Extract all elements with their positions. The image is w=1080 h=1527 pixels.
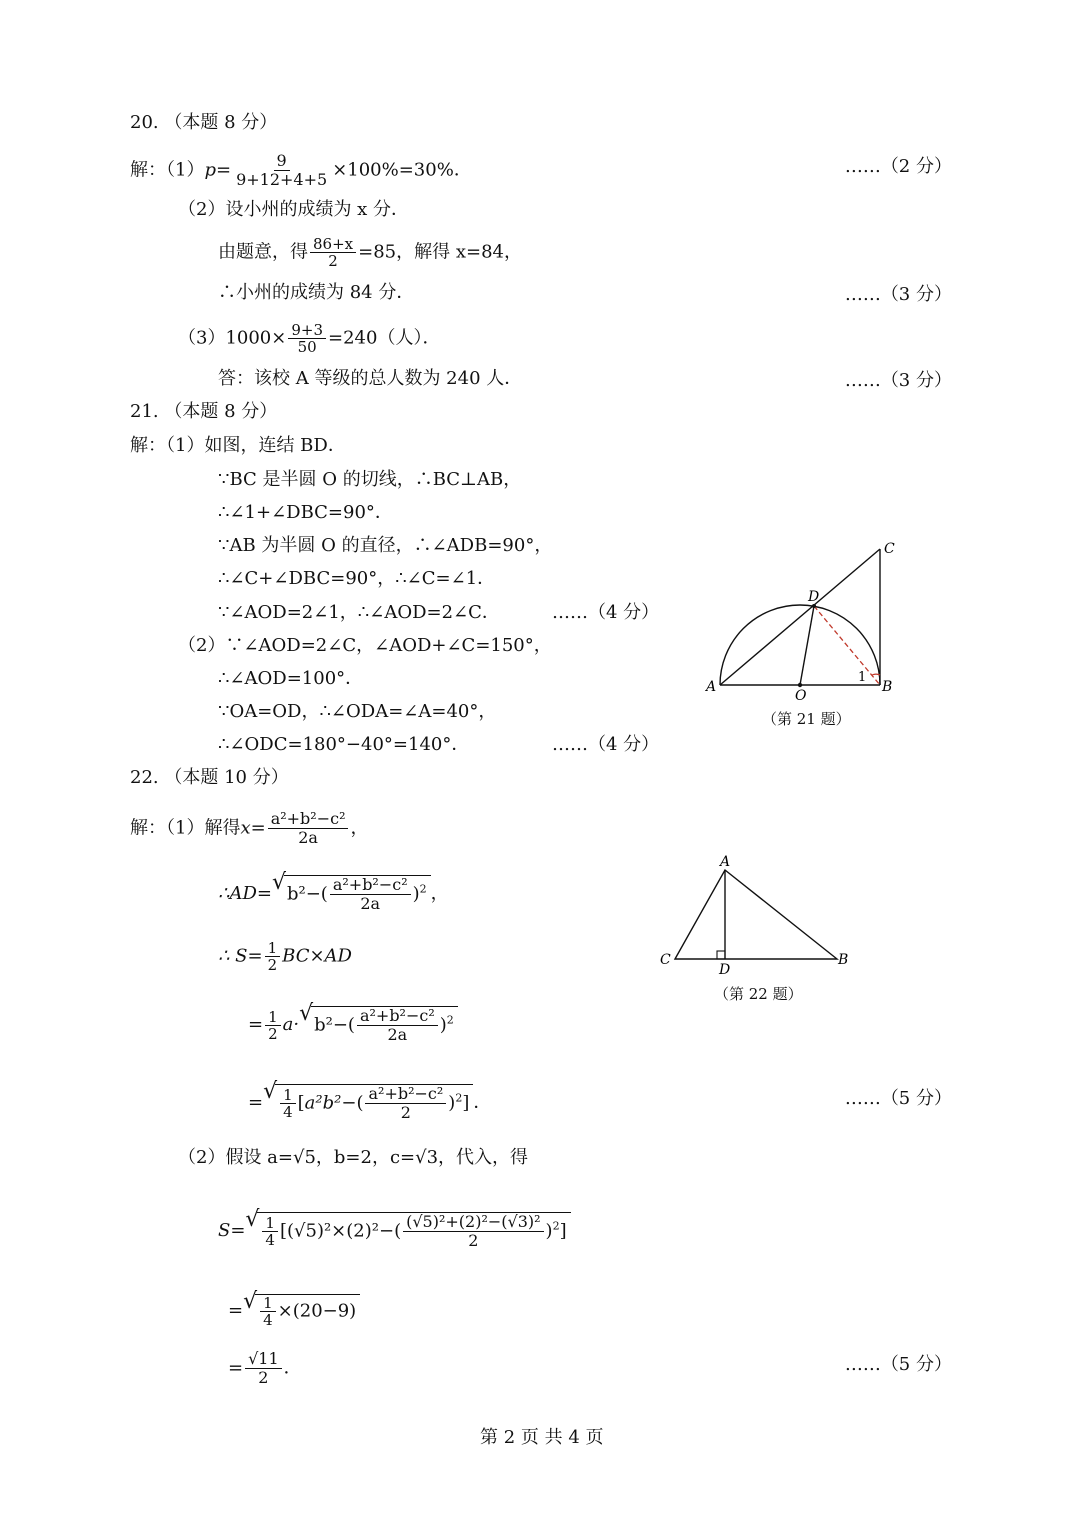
sqrt-radical: √ b²−( $\frac{\text{a²+b²−c²}}{2a}$ )$^2$ bbox=[311, 1006, 458, 1044]
fraction-numerator: 1 bbox=[265, 940, 281, 957]
fraction-denominator: 2 bbox=[468, 1231, 479, 1250]
q22-ad-lhs: ∴AD= bbox=[218, 883, 272, 904]
q20-p-fraction bbox=[233, 152, 330, 189]
triangle-abc bbox=[675, 870, 837, 959]
q20-part2-text-b: =85，解得 x=84， bbox=[358, 241, 522, 263]
q22-comma: ， bbox=[430, 883, 449, 904]
fraction-denominator: 2 bbox=[258, 1368, 269, 1387]
q20-part3-points: ……（3 分） bbox=[844, 370, 952, 391]
fraction-denominator: 9+12+4+5 bbox=[236, 170, 328, 189]
q20-part3 bbox=[178, 322, 440, 355]
angle-1-arc bbox=[872, 674, 880, 675]
q22-part2-points: ……（5 分） bbox=[844, 1354, 952, 1375]
q22-area-step1 bbox=[248, 1006, 458, 1044]
q22-s-rhs: BC×AD bbox=[282, 945, 352, 967]
q22-x-fraction bbox=[268, 810, 349, 847]
sqrt-radical: √ $\frac{1}{4}$ [a²b²−( $\frac{\text{a²+b²−c²}}{2}$ )$^2$] bbox=[275, 1084, 473, 1122]
fraction-numerator: 9+3 bbox=[288, 322, 326, 339]
label-o: O bbox=[795, 688, 807, 704]
q21-line: ∴∠AOD=100°． bbox=[218, 668, 364, 689]
center-point-o bbox=[798, 683, 802, 687]
label-a: A bbox=[706, 679, 717, 695]
fraction-denominator: 50 bbox=[297, 338, 317, 356]
q20-part2-text-a: 由题意，得 bbox=[218, 241, 308, 263]
page-footer: 第 2 页 共 4 页 bbox=[480, 1427, 604, 1448]
label-b: B bbox=[882, 679, 893, 695]
q22-figure bbox=[655, 852, 855, 977]
equals-sign: = bbox=[228, 1357, 244, 1379]
q22-step2-expr: ×(20−9) bbox=[277, 1300, 357, 1322]
label-angle-1: 1 bbox=[858, 670, 867, 685]
fraction-numerator: a²+b²−c² bbox=[268, 810, 349, 829]
q20-p-var: p= bbox=[204, 159, 232, 181]
q22-ad-formula bbox=[218, 875, 449, 913]
equals-sign: = bbox=[248, 1014, 264, 1035]
q21-line: （2）∵∠AOD=2∠C，∠AOD+∠C=150°， bbox=[178, 635, 552, 656]
q21-part2-points: ……（4 分） bbox=[552, 734, 660, 755]
label-d: D bbox=[808, 589, 820, 605]
fraction-numerator: 9 bbox=[274, 152, 290, 171]
q20-part3-fraction bbox=[288, 322, 326, 355]
q22-x-solution bbox=[130, 810, 368, 847]
q21-figure-caption: （第 21 题） bbox=[762, 710, 851, 728]
q20-part2-fraction bbox=[310, 236, 356, 269]
label-c: C bbox=[884, 541, 895, 557]
q20-p-result: ×100%=30%． bbox=[332, 159, 472, 181]
q22-half-fraction bbox=[265, 940, 281, 973]
line-ac bbox=[720, 549, 880, 685]
q22-sub-expr-a: (√5)²×(2)²− bbox=[287, 1220, 395, 1242]
q21-line: ∴∠C+∠DBC=90°，∴∠C=∠1． bbox=[218, 568, 496, 589]
q22-figure-caption: （第 22 题） bbox=[714, 985, 803, 1003]
fraction-numerator: √ 1 bbox=[260, 1295, 276, 1312]
q22-step2-fraction bbox=[365, 1085, 446, 1122]
fraction-numerator: 1 bbox=[265, 1009, 281, 1026]
fraction-numerator: √ 1 bbox=[262, 1215, 278, 1232]
radius-od bbox=[800, 606, 814, 685]
fraction-denominator: 2 bbox=[400, 1103, 411, 1122]
q22-s-final-lhs: S= bbox=[218, 1220, 246, 1241]
q22-quarter-fraction bbox=[260, 1295, 276, 1328]
q22-quarter-fraction bbox=[280, 1087, 296, 1120]
q20-part3-text-a: （3）1000× bbox=[178, 327, 287, 349]
q20-part2-line3: ∴小州的成绩为 84 分． bbox=[218, 282, 415, 303]
q21-line: ∴∠ODC=180°−40°=140°． bbox=[218, 734, 470, 755]
q21-line: 解：（1）如图，连结 BD． bbox=[130, 435, 346, 456]
q21-line: ∵∠AOD=2∠1，∴∠AOD=2∠C． bbox=[218, 602, 500, 623]
fraction-denominator: 2 bbox=[268, 1024, 278, 1043]
q20-part1 bbox=[130, 152, 472, 189]
label-a: A bbox=[720, 854, 731, 870]
q22-ad-fraction bbox=[330, 876, 411, 913]
q22-half-fraction bbox=[265, 1009, 281, 1042]
q20-part1-label: 解：（1） bbox=[130, 159, 205, 181]
q22-a-dot: a· bbox=[282, 1014, 300, 1035]
fraction-numerator: √11 bbox=[245, 1350, 282, 1369]
fraction-numerator: a²+b²−c² bbox=[365, 1085, 446, 1104]
q20-part2-line1: （2）设小州的成绩为 x 分． bbox=[178, 199, 410, 220]
q21-figure bbox=[700, 535, 910, 705]
q20-part2-line2 bbox=[218, 236, 522, 269]
sqrt-radical: √ $\frac{1}{4}$ [(√5)²×(2)²−( $\frac{\text{(√5)²+(2)²−(√3)²}}{2}$ )$^2$] bbox=[257, 1212, 570, 1250]
q21-header: 21. （本题 8 分） bbox=[130, 401, 278, 422]
fraction-denominator: 2a bbox=[387, 1025, 408, 1044]
q22-area-formula bbox=[218, 940, 352, 973]
q20-answer: 答：该校 A 等级的总人数为 240 人． bbox=[218, 368, 523, 389]
q20-part2-points: ……（3 分） bbox=[844, 284, 952, 305]
fraction-denominator: 2 bbox=[267, 956, 278, 974]
q22-a2b2-minus: a²b²− bbox=[304, 1092, 357, 1114]
fraction-numerator: a²+b²−c² bbox=[330, 876, 411, 895]
sqrt-radical: √ b²−( $\frac{\text{a²+b²−c²}}{2a}$ )$^2$ bbox=[284, 875, 431, 913]
equals-sign: = bbox=[228, 1300, 244, 1321]
fraction-denominator: 4 bbox=[265, 1231, 275, 1249]
period: ． bbox=[473, 1092, 492, 1113]
q21-part1-points: ……（4 分） bbox=[552, 602, 660, 623]
q20-part1-points: ……（2 分） bbox=[844, 156, 952, 177]
label-b: B bbox=[838, 952, 849, 968]
q22-header: 22. （本题 10 分） bbox=[130, 767, 289, 788]
q22-area-step2 bbox=[248, 1084, 491, 1122]
fraction-numerator: 86+x bbox=[310, 236, 356, 253]
q22-result-fraction bbox=[245, 1350, 282, 1387]
q22-part1-label: 解：（1）解得 bbox=[130, 817, 241, 839]
fraction-numerator: √ 1 bbox=[280, 1087, 296, 1104]
q22-x-lhs: x= bbox=[240, 817, 266, 839]
fraction-denominator: 2a bbox=[360, 894, 381, 913]
q22-step1-fraction bbox=[357, 1007, 438, 1044]
q22-ad-inner: b²− bbox=[286, 883, 321, 905]
q21-line: ∴∠1+∠DBC=90°． bbox=[218, 502, 393, 523]
q22-sub-fraction bbox=[403, 1213, 543, 1250]
label-d: D bbox=[719, 962, 731, 977]
q22-part1-points: ……（5 分） bbox=[844, 1088, 952, 1109]
q22-s-substitution bbox=[218, 1212, 571, 1250]
q22-s-lhs: ∴ S= bbox=[218, 945, 263, 967]
q21-line: ∵BC 是半圆 O 的切线，∴BC⊥AB， bbox=[218, 469, 522, 490]
q20-part3-text-b: =240（人）． bbox=[328, 327, 441, 349]
right-angle-mark bbox=[717, 951, 725, 959]
fraction-numerator: (√5)²+(2)²−(√3)² bbox=[403, 1213, 543, 1232]
q22-b2-minus: b²− bbox=[314, 1014, 348, 1036]
fraction-denominator: 2a bbox=[298, 828, 318, 847]
q22-s-result bbox=[228, 1350, 302, 1387]
q22-part2-line: （2）假设 a=√5，b=2，c=√3，代入，得 bbox=[178, 1147, 529, 1168]
fraction-denominator: 4 bbox=[283, 1103, 293, 1121]
fraction-denominator: 2 bbox=[328, 252, 338, 270]
fraction-numerator: a²+b²−c² bbox=[357, 1007, 438, 1026]
q22-s-step2 bbox=[228, 1294, 360, 1328]
equals-sign: = bbox=[248, 1092, 264, 1113]
q22-quarter-fraction bbox=[262, 1215, 278, 1248]
label-c: C bbox=[660, 952, 671, 968]
sqrt-radical bbox=[255, 1294, 360, 1328]
q22-comma: ， bbox=[350, 817, 369, 839]
q21-line: ∵OA=OD，∴∠ODA=∠A=40°， bbox=[218, 701, 497, 722]
fraction-denominator: 4 bbox=[263, 1311, 273, 1329]
q21-line: ∵AB 为半圆 O 的直径，∴∠ADB=90°， bbox=[218, 535, 553, 556]
q20-header: 20. （本题 8 分） bbox=[130, 112, 278, 133]
period: ． bbox=[283, 1357, 302, 1379]
